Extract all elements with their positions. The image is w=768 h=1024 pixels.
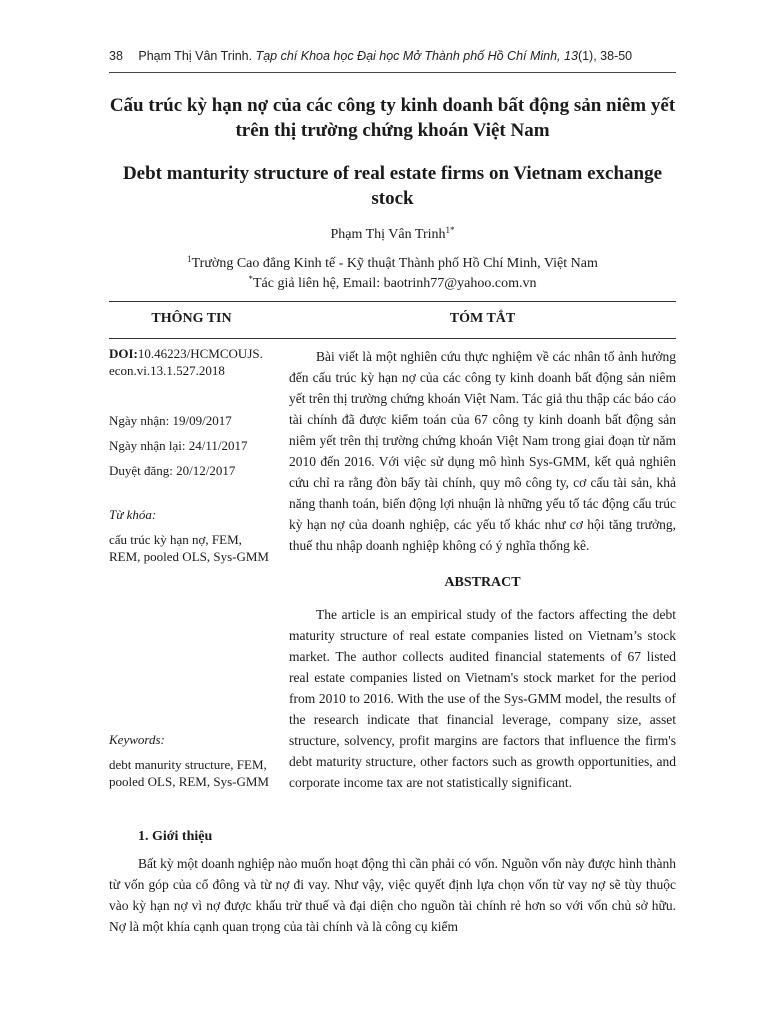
table-header-rule xyxy=(109,338,676,339)
title-english: Debt manturity structure of real estate firms on Vietnam exchange stock xyxy=(122,163,663,209)
section-heading-intro: 1. Giới thiệu xyxy=(138,829,213,844)
author-marks: 1* xyxy=(445,225,455,235)
abstract-en-text: The article is an empirical study of the factors affecting the debt maturity structure of real estate companies listed on Vietnam’s stock market. The author collects audited financial statements of 67 listed real estate companies listed on Vietnam's stock market for the period from 2010 to 2016. With the use of the Sys-GMM model, the results of the research indicate that financial leverage, company size, asset structure, solvency, profit margins are factors that influence the firm's debt maturity structure, other factors such as growth opportunities, and corporate income tax are not statistically significant. xyxy=(289,607,676,790)
summary-column-heading: TÓM TẮT xyxy=(449,311,516,326)
header-journal: Tạp chí Khoa học Đại học Mở Thành phố Hồ Chí Minh, xyxy=(255,49,561,63)
received-date: Ngày nhận: 19/09/2017 xyxy=(109,413,232,428)
corresponding-line xyxy=(109,274,676,294)
summary-vi-text: Bài viết là một nghiên cứu thực nghiệm về các nhân tố ảnh hưởng đến cấu trúc kỳ hạn nợ của các công ty kinh doanh bất động sản niêm yết trên thị trường chứng khoán Việt Nam. Tác giả thu thập các báo cáo tài chính đã được kiểm toán của 67 công ty kinh doanh bất động sản niêm yết trên thị trường chứng khoán Việt Nam trong giai đoạn từ năm 2010 đến 2016. Với việc sử dụng mô hình Sys-GMM, kết quả nghiên cứu chỉ ra rằng đòn bẩy tài chính, quy mô công ty, cơ cấu tài sản, khả năng thanh toán, biến động lợi nhuận là những yếu tố tác động cấu trúc kỳ hạn nợ của doanh nghiệp, các yếu tố khác như cơ hội tăng trưởng, thuế thu nhập doanh nghiệp không có ý nghĩa thống kê. xyxy=(289,349,676,553)
abstract-english xyxy=(289,604,676,793)
affiliation-text: Trường Cao đẳng Kinh tế - Kỹ thuật Thành phố Hồ Chí Minh, Việt Nam xyxy=(191,256,598,271)
header-rule xyxy=(109,72,676,73)
header-volume: 13 xyxy=(564,49,578,63)
header-authors: Phạm Thị Vân Trinh. xyxy=(138,49,253,63)
dates-block xyxy=(109,408,274,483)
page-number: 38 xyxy=(109,49,123,63)
doi-value: 10.46223/HCMCOUJS. econ.vi.13.1.527.2018 xyxy=(109,346,263,378)
doi-label: DOI: xyxy=(109,346,138,361)
running-header xyxy=(109,49,632,63)
author-line xyxy=(109,227,676,243)
keywords-en-block xyxy=(109,731,274,790)
keywords-vi-block xyxy=(109,506,274,565)
corresponding-mark: * xyxy=(248,274,253,284)
author-name: Phạm Thị Vân Trinh xyxy=(330,227,446,242)
revised-date: Ngày nhận lại: 24/11/2017 xyxy=(109,438,248,453)
accepted-date: Duyệt đăng: 20/12/2017 xyxy=(109,463,236,478)
info-column-heading: THÔNG TIN xyxy=(151,311,232,326)
keywords-en: debt manurity structure, FEM, pooled OLS, REM, Sys-GMM xyxy=(109,757,269,789)
affiliation-line xyxy=(109,254,676,274)
affiliation-mark: 1 xyxy=(187,254,192,264)
affiliation-block xyxy=(109,254,676,294)
keywords-en-label: Keywords: xyxy=(109,732,165,747)
corresponding-text: Tác giả liên hệ, Email: baotrinh77@yahoo.com.vn xyxy=(253,276,537,291)
intro-body xyxy=(109,853,676,937)
summary-vietnamese xyxy=(289,346,676,556)
title-vietnamese: Cấu trúc kỳ hạn nợ của các công ty kinh doanh bất động sản niêm yết trên thị trường chứng khoán Việt Nam xyxy=(109,95,676,141)
header-issue-pages: (1), 38-50 xyxy=(577,49,633,63)
doi-block xyxy=(109,345,274,379)
intro-paragraph: Bất kỳ một doanh nghiệp nào muốn hoạt động thì cần phải có vốn. Nguồn vốn này được hình thành từ vốn góp của cổ đông và từ nợ đi vay. Như vậy, việc quyết định lựa chọn vốn từ vay nợ sẽ tùy thuộc vào kỳ hạn nợ vì nợ được khấu trừ thuế và đại diện cho nguồn tài chính rẻ hơn so với vốn chủ sở hữu. Nợ là một khía cạnh quan trọng của tài chính và là công cụ kiểm xyxy=(109,856,676,934)
keywords-vi: cấu trúc kỳ hạn nợ, FEM, REM, pooled OLS, Sys-GMM xyxy=(109,532,269,564)
keywords-vi-label: Từ khóa: xyxy=(109,507,157,522)
table-top-rule xyxy=(109,301,676,302)
abstract-heading: ABSTRACT xyxy=(444,575,521,590)
